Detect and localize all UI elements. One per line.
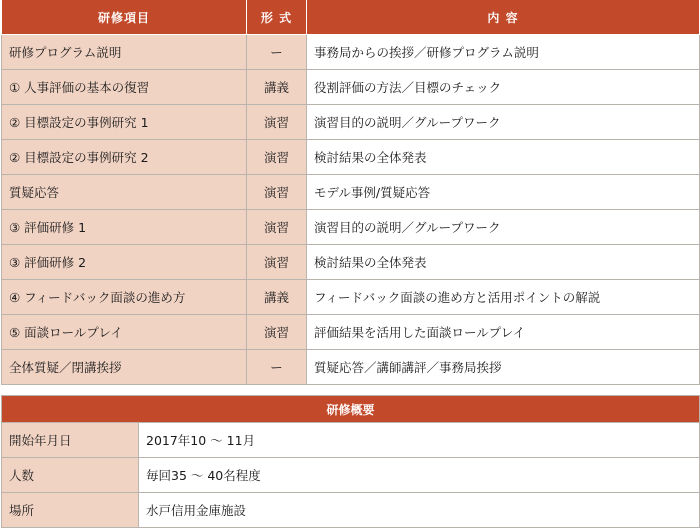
table-row: [2, 140, 700, 175]
table-row: [2, 105, 700, 140]
summary-value: 毎回35 ～ 40名程度: [139, 458, 700, 493]
row-item: 研修プログラム説明: [2, 35, 247, 70]
row-item: ① 人事評価の基本の復習: [2, 70, 247, 105]
table-row: [2, 175, 700, 210]
row-format: 演習: [247, 315, 307, 350]
summary-label: 開始年月日: [2, 423, 139, 458]
summary-title: 研修概要: [2, 396, 700, 423]
row-item: ② 目標設定の事例研究 1: [2, 105, 247, 140]
row-format: 演習: [247, 105, 307, 140]
table-row: [2, 350, 700, 385]
row-item: 全体質疑／閉講挨拶: [2, 350, 247, 385]
row-content: フィードバック面談の進め方と活用ポイントの解説: [307, 280, 700, 315]
row-item: ⑤ 面談ロールプレイ: [2, 315, 247, 350]
row-item: ③ 評価研修 2: [2, 245, 247, 280]
row-format: 演習: [247, 140, 307, 175]
row-content: モデル事例/質疑応答: [307, 175, 700, 210]
row-format: 講義: [247, 70, 307, 105]
row-item: 質疑応答: [2, 175, 247, 210]
summary-header-row: [2, 396, 700, 423]
summary-value: 2017年10 ～ 11月: [139, 423, 700, 458]
table-row: [2, 280, 700, 315]
row-content: 評価結果を活用した面談ロールプレイ: [307, 315, 700, 350]
header-content: 内 容: [307, 0, 700, 35]
row-content: 検討結果の全体発表: [307, 140, 700, 175]
header-format: 形 式: [247, 0, 307, 35]
row-item: ④ フィードバック面談の進め方: [2, 280, 247, 315]
table-row: [2, 35, 700, 70]
row-content: 演習目的の説明／グループワーク: [307, 105, 700, 140]
row-content: 事務局からの挨拶／研修プログラム説明: [307, 35, 700, 70]
table-row: [2, 458, 700, 493]
table-row: [2, 423, 700, 458]
summary-label: 場所: [2, 493, 139, 528]
table-row: [2, 493, 700, 528]
row-item: ③ 評価研修 1: [2, 210, 247, 245]
row-format: 講義: [247, 280, 307, 315]
row-format: 演習: [247, 175, 307, 210]
table-row: [2, 210, 700, 245]
row-content: 演習目的の説明／グループワーク: [307, 210, 700, 245]
summary-value: 水戸信用金庫施設: [139, 493, 700, 528]
summary-label: 人数: [2, 458, 139, 493]
schedule-header-row: [2, 0, 700, 35]
table-row: [2, 245, 700, 280]
training-schedule-table: [1, 0, 700, 385]
header-item: 研修項目: [2, 0, 247, 35]
row-format: ー: [247, 350, 307, 385]
row-format: ー: [247, 35, 307, 70]
row-item: ② 目標設定の事例研究 2: [2, 140, 247, 175]
row-content: 役割評価の方法／目標のチェック: [307, 70, 700, 105]
row-content: 質疑応答／講師講評／事務局挨拶: [307, 350, 700, 385]
training-summary-table: [1, 395, 700, 528]
row-format: 演習: [247, 245, 307, 280]
row-content: 検討結果の全体発表: [307, 245, 700, 280]
table-row: [2, 70, 700, 105]
row-format: 演習: [247, 210, 307, 245]
table-row: [2, 315, 700, 350]
